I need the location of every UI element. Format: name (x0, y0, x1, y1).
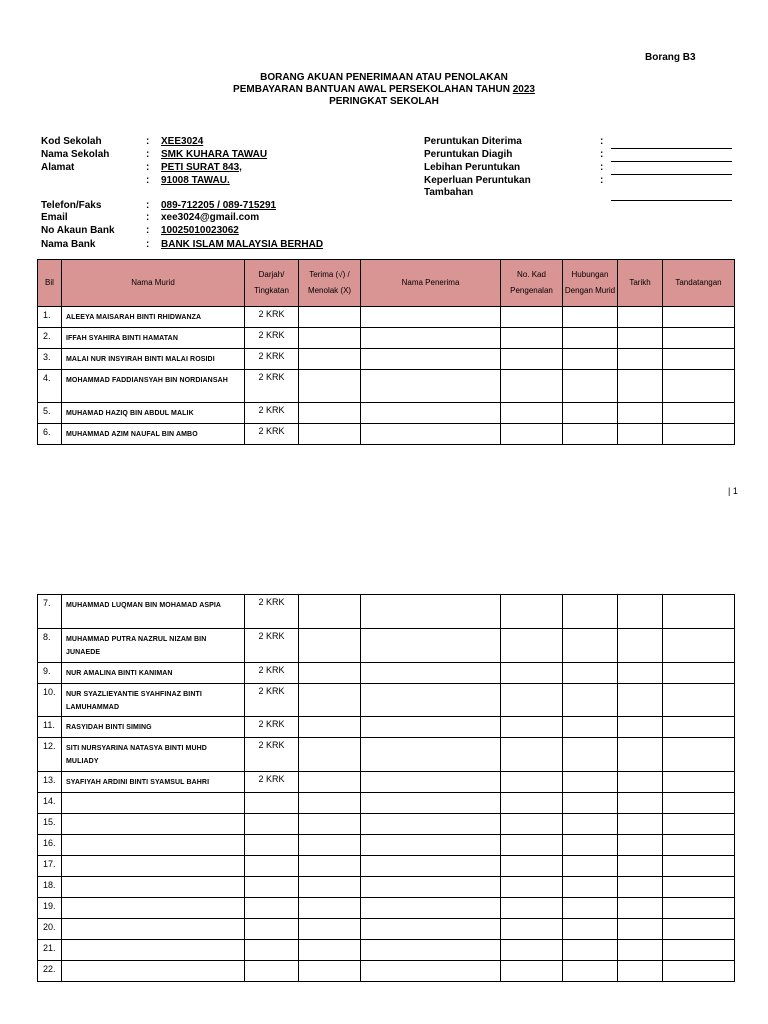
row-darjah: 2 KRK (245, 738, 299, 772)
row-terima-cell[interactable] (299, 919, 361, 940)
row-terima-cell[interactable] (299, 856, 361, 877)
row-nama-murid: SITI NURSYARINA NATASYA BINTI MUHD MULIADY (62, 738, 245, 772)
peruntukan-diagih-line[interactable] (611, 161, 732, 162)
title-line-1: BORANG AKUAN PENERIMAAN ATAU PENOLAKAN (260, 72, 508, 83)
row-nama-murid (62, 856, 245, 877)
row-darjah: 2 KRK (245, 684, 299, 717)
table-row (38, 328, 735, 349)
row-tarikh-cell[interactable] (618, 424, 663, 445)
header-tarikh: Tarikh (618, 260, 663, 307)
row-no-kad-cell[interactable] (501, 595, 563, 629)
row-hubungan-cell[interactable] (563, 663, 618, 684)
row-hubungan-cell[interactable] (563, 595, 618, 629)
table-row (38, 403, 735, 424)
row-terima-cell[interactable] (299, 595, 361, 629)
row-tandatangan-cell[interactable] (663, 856, 735, 877)
form-code: Borang B3 (645, 52, 696, 63)
table-row (38, 663, 735, 684)
row-bil: 15. (38, 814, 62, 835)
table-row (38, 898, 735, 919)
row-nama-murid (62, 940, 245, 961)
row-bil: 14. (38, 793, 62, 814)
row-tarikh-cell[interactable] (618, 738, 663, 772)
row-tarikh-cell[interactable] (618, 940, 663, 961)
row-hubungan-cell[interactable] (563, 772, 618, 793)
no-akaun-label: No Akaun Bank (41, 225, 115, 236)
row-bil: 16. (38, 835, 62, 856)
row-tarikh-cell[interactable] (618, 370, 663, 403)
table-row (38, 835, 735, 856)
row-nama-murid: MUHAMMAD LUQMAN BIN MOHAMAD ASPIA (62, 595, 245, 629)
table-row (38, 738, 735, 772)
email-value: xee3024@gmail.com (161, 212, 260, 223)
row-hubungan-cell[interactable] (563, 961, 618, 982)
row-nama-penerima-cell[interactable] (361, 403, 501, 424)
row-terima-cell[interactable] (299, 663, 361, 684)
row-hubungan-cell[interactable] (563, 328, 618, 349)
row-tandatangan-cell[interactable] (663, 328, 735, 349)
row-tarikh-cell[interactable] (618, 595, 663, 629)
row-no-kad-cell[interactable] (501, 961, 563, 982)
row-tandatangan-cell[interactable] (663, 961, 735, 982)
row-tarikh-cell[interactable] (618, 328, 663, 349)
row-hubungan-cell[interactable] (563, 919, 618, 940)
row-hubungan-cell[interactable] (563, 349, 618, 370)
row-darjah (245, 877, 299, 898)
row-tarikh-cell[interactable] (618, 349, 663, 370)
nama-bank-value: BANK ISLAM MALAYSIA BERHAD (161, 239, 324, 250)
alamat-value-2: 91008 TAWAU. (161, 175, 230, 186)
row-terima-cell[interactable] (299, 307, 361, 328)
keperluan-peruntukan-line[interactable] (611, 200, 732, 201)
form-title (0, 72, 768, 108)
nama-sekolah-value: SMK KUHARA TAWAU (161, 149, 268, 160)
colon: : (146, 212, 150, 223)
row-terima-cell[interactable] (299, 424, 361, 445)
header-darjah: Darjah/ Tingkatan (245, 260, 299, 307)
table-row (38, 793, 735, 814)
row-tarikh-cell[interactable] (618, 793, 663, 814)
row-terima-cell[interactable] (299, 403, 361, 424)
row-darjah (245, 856, 299, 877)
colon: : (146, 225, 150, 236)
email-label: Email (41, 212, 68, 223)
table-row (38, 349, 735, 370)
table-row (38, 370, 735, 403)
row-hubungan-cell[interactable] (563, 877, 618, 898)
row-tarikh-cell[interactable] (618, 919, 663, 940)
row-darjah: 2 KRK (245, 349, 299, 370)
row-nama-penerima-cell[interactable] (361, 370, 501, 403)
header-nama-penerima: Nama Penerima (361, 260, 501, 307)
row-nama-murid: NUR AMALINA BINTI KANIMAN (62, 663, 245, 684)
row-tarikh-cell[interactable] (618, 403, 663, 424)
row-terima-cell[interactable] (299, 835, 361, 856)
row-no-kad-cell[interactable] (501, 370, 563, 403)
telefon-label: Telefon/Faks (41, 200, 102, 211)
row-tandatangan-cell[interactable] (663, 940, 735, 961)
row-bil: 13. (38, 772, 62, 793)
row-nama-murid: RASYIDAH BINTI SIMING (62, 717, 245, 738)
row-bil: 2. (38, 328, 62, 349)
row-bil: 7. (38, 595, 62, 629)
lebihan-peruntukan-label: Lebihan Peruntukan (424, 162, 521, 173)
row-nama-murid (62, 835, 245, 856)
row-bil: 21. (38, 940, 62, 961)
row-tandatangan-cell[interactable] (663, 307, 735, 328)
row-tandatangan-cell[interactable] (663, 772, 735, 793)
table-row (38, 940, 735, 961)
row-nama-murid: MUHAMMAD AZIM NAUFAL BIN AMBO (62, 424, 245, 445)
row-tandatangan-cell[interactable] (663, 835, 735, 856)
row-hubungan-cell[interactable] (563, 629, 618, 663)
row-hubungan-cell[interactable] (563, 307, 618, 328)
row-nama-murid: MUHAMAD HAZIQ BIN ABDUL MALIK (62, 403, 245, 424)
row-hubungan-cell[interactable] (563, 940, 618, 961)
row-darjah: 2 KRK (245, 663, 299, 684)
row-darjah: 2 KRK (245, 328, 299, 349)
row-nama-penerima-cell[interactable] (361, 349, 501, 370)
row-nama-murid (62, 793, 245, 814)
row-nama-murid: MUHAMMAD PUTRA NAZRUL NIZAM BIN JUNAEDE (62, 629, 245, 663)
title-year: 2023 (512, 84, 535, 95)
row-no-kad-cell[interactable] (501, 629, 563, 663)
row-hubungan-cell[interactable] (563, 793, 618, 814)
row-tandatangan-cell[interactable] (663, 898, 735, 919)
row-nama-murid (62, 814, 245, 835)
row-tandatangan-cell[interactable] (663, 370, 735, 403)
table-row (38, 961, 735, 982)
row-nama-penerima-cell[interactable] (361, 814, 501, 835)
row-bil: 10. (38, 684, 62, 717)
row-no-kad-cell[interactable] (501, 424, 563, 445)
row-no-kad-cell[interactable] (501, 403, 563, 424)
row-tandatangan-cell[interactable] (663, 738, 735, 772)
row-nama-murid: ALEEYA MAISARAH BINTI RHIDWANZA (62, 307, 245, 328)
row-hubungan-cell[interactable] (563, 684, 618, 717)
row-darjah (245, 919, 299, 940)
row-no-kad-cell[interactable] (501, 772, 563, 793)
row-bil: 22. (38, 961, 62, 982)
row-tarikh-cell[interactable] (618, 772, 663, 793)
row-nama-penerima-cell[interactable] (361, 856, 501, 877)
row-no-kad-cell[interactable] (501, 663, 563, 684)
row-tandatangan-cell[interactable] (663, 877, 735, 898)
row-nama-penerima-cell[interactable] (361, 772, 501, 793)
table-row (38, 424, 735, 445)
row-no-kad-cell[interactable] (501, 793, 563, 814)
row-terima-cell[interactable] (299, 793, 361, 814)
kod-sekolah-label: Kod Sekolah (41, 136, 102, 147)
row-darjah (245, 814, 299, 835)
student-table-page-1 (37, 259, 735, 445)
colon: : (600, 136, 604, 147)
row-tandatangan-cell[interactable] (663, 629, 735, 663)
colon: : (146, 239, 150, 250)
header-terima: Terima (√) / Menolak (X) (299, 260, 361, 307)
row-terima-cell[interactable] (299, 328, 361, 349)
table-row (38, 772, 735, 793)
colon: : (146, 162, 150, 173)
row-nama-murid: MOHAMMAD FADDIANSYAH BIN NORDIANSAH (62, 370, 245, 403)
title-line-2 (0, 84, 768, 96)
colon: : (600, 149, 604, 160)
row-tarikh-cell[interactable] (618, 856, 663, 877)
row-darjah: 2 KRK (245, 370, 299, 403)
row-nama-penerima-cell[interactable] (361, 961, 501, 982)
row-bil: 3. (38, 349, 62, 370)
row-nama-penerima-cell[interactable] (361, 307, 501, 328)
row-tarikh-cell[interactable] (618, 835, 663, 856)
row-bil: 17. (38, 856, 62, 877)
row-tarikh-cell[interactable] (618, 877, 663, 898)
row-nama-penerima-cell[interactable] (361, 835, 501, 856)
colon: : (146, 175, 150, 186)
colon: : (146, 136, 150, 147)
row-nama-murid: MALAI NUR INSYIRAH BINTI MALAI ROSIDI (62, 349, 245, 370)
row-darjah: 2 KRK (245, 717, 299, 738)
table-row (38, 919, 735, 940)
row-nama-penerima-cell[interactable] (361, 877, 501, 898)
table-row (38, 684, 735, 717)
row-nama-murid (62, 961, 245, 982)
lebihan-peruntukan-line[interactable] (611, 174, 732, 175)
row-tandatangan-cell[interactable] (663, 663, 735, 684)
row-no-kad-cell[interactable] (501, 856, 563, 877)
row-tarikh-cell[interactable] (618, 684, 663, 717)
row-no-kad-cell[interactable] (501, 877, 563, 898)
colon: : (600, 175, 604, 186)
row-nama-penerima-cell[interactable] (361, 424, 501, 445)
row-nama-penerima-cell[interactable] (361, 717, 501, 738)
row-terima-cell[interactable] (299, 684, 361, 717)
nama-bank-label: Nama Bank (41, 239, 96, 250)
row-nama-penerima-cell[interactable] (361, 919, 501, 940)
row-bil: 6. (38, 424, 62, 445)
row-bil: 12. (38, 738, 62, 772)
row-darjah: 2 KRK (245, 595, 299, 629)
row-tandatangan-cell[interactable] (663, 919, 735, 940)
row-tarikh-cell[interactable] (618, 898, 663, 919)
row-tandatangan-cell[interactable] (663, 814, 735, 835)
row-no-kad-cell[interactable] (501, 349, 563, 370)
row-tandatangan-cell[interactable] (663, 595, 735, 629)
row-hubungan-cell[interactable] (563, 898, 618, 919)
row-hubungan-cell[interactable] (563, 370, 618, 403)
table-row (38, 717, 735, 738)
row-bil: 4. (38, 370, 62, 403)
row-tarikh-cell[interactable] (618, 629, 663, 663)
row-bil: 20. (38, 919, 62, 940)
row-tandatangan-cell[interactable] (663, 684, 735, 717)
row-terima-cell[interactable] (299, 370, 361, 403)
table-row (38, 814, 735, 835)
kod-sekolah-value: XEE3024 (161, 136, 204, 147)
row-terima-cell[interactable] (299, 738, 361, 772)
row-bil: 18. (38, 877, 62, 898)
row-darjah: 2 KRK (245, 424, 299, 445)
row-tandatangan-cell[interactable] (663, 424, 735, 445)
colon: : (146, 149, 150, 160)
row-terima-cell[interactable] (299, 772, 361, 793)
row-hubungan-cell[interactable] (563, 717, 618, 738)
row-bil: 19. (38, 898, 62, 919)
row-nama-penerima-cell[interactable] (361, 793, 501, 814)
row-no-kad-cell[interactable] (501, 814, 563, 835)
row-darjah: 2 KRK (245, 772, 299, 793)
row-no-kad-cell[interactable] (501, 919, 563, 940)
row-terima-cell[interactable] (299, 349, 361, 370)
row-no-kad-cell[interactable] (501, 898, 563, 919)
title-line-3: PERINGKAT SEKOLAH (329, 96, 439, 107)
row-nama-penerima-cell[interactable] (361, 328, 501, 349)
row-no-kad-cell[interactable] (501, 835, 563, 856)
row-darjah (245, 940, 299, 961)
title-line-2-text: PEMBAYARAN BANTUAN AWAL PERSEKOLAHAN TAHUN (233, 84, 513, 95)
row-tarikh-cell[interactable] (618, 307, 663, 328)
alamat-value-1: PETI SURAT 843, (161, 162, 242, 173)
row-nama-penerima-cell[interactable] (361, 738, 501, 772)
colon: : (146, 200, 150, 211)
row-nama-penerima-cell[interactable] (361, 595, 501, 629)
row-no-kad-cell[interactable] (501, 307, 563, 328)
peruntukan-diterima-line[interactable] (611, 148, 732, 149)
row-nama-murid (62, 898, 245, 919)
row-bil: 8. (38, 629, 62, 663)
row-nama-penerima-cell[interactable] (361, 663, 501, 684)
row-nama-murid (62, 877, 245, 898)
row-tandatangan-cell[interactable] (663, 717, 735, 738)
row-nama-penerima-cell[interactable] (361, 940, 501, 961)
peruntukan-diterima-label: Peruntukan Diterima (424, 136, 522, 147)
row-bil: 11. (38, 717, 62, 738)
row-bil: 1. (38, 307, 62, 328)
row-darjah: 2 KRK (245, 629, 299, 663)
nama-sekolah-label: Nama Sekolah (41, 149, 110, 160)
row-terima-cell[interactable] (299, 717, 361, 738)
table-row (38, 595, 735, 629)
row-hubungan-cell[interactable] (563, 738, 618, 772)
row-nama-penerima-cell[interactable] (361, 898, 501, 919)
row-darjah (245, 793, 299, 814)
row-terima-cell[interactable] (299, 629, 361, 663)
row-nama-murid: SYAFIYAH ARDINI BINTI SYAMSUL BAHRI (62, 772, 245, 793)
row-terima-cell[interactable] (299, 898, 361, 919)
row-darjah (245, 835, 299, 856)
row-hubungan-cell[interactable] (563, 424, 618, 445)
row-tarikh-cell[interactable] (618, 663, 663, 684)
row-darjah (245, 961, 299, 982)
row-bil: 5. (38, 403, 62, 424)
row-darjah (245, 898, 299, 919)
header-hubungan: Hubungan Dengan Murid (563, 260, 618, 307)
row-tandatangan-cell[interactable] (663, 793, 735, 814)
table-row (38, 629, 735, 663)
table-header-row (38, 260, 735, 307)
row-no-kad-cell[interactable] (501, 717, 563, 738)
row-nama-penerima-cell[interactable] (361, 684, 501, 717)
row-hubungan-cell[interactable] (563, 403, 618, 424)
row-hubungan-cell[interactable] (563, 814, 618, 835)
header-tandatangan: Tandatangan (663, 260, 735, 307)
page-number: | 1 (728, 486, 738, 496)
row-no-kad-cell[interactable] (501, 940, 563, 961)
row-tandatangan-cell[interactable] (663, 349, 735, 370)
colon: : (600, 162, 604, 173)
peruntukan-diagih-label: Peruntukan Diagih (424, 149, 513, 160)
row-no-kad-cell[interactable] (501, 328, 563, 349)
row-terima-cell[interactable] (299, 814, 361, 835)
row-no-kad-cell[interactable] (501, 684, 563, 717)
keperluan-peruntukan-label: Keperluan Peruntukan Tambahan (424, 175, 531, 198)
row-hubungan-cell[interactable] (563, 856, 618, 877)
row-tandatangan-cell[interactable] (663, 403, 735, 424)
row-bil: 9. (38, 663, 62, 684)
alamat-label: Alamat (41, 162, 75, 173)
row-no-kad-cell[interactable] (501, 738, 563, 772)
row-tarikh-cell[interactable] (618, 814, 663, 835)
row-darjah: 2 KRK (245, 403, 299, 424)
row-tarikh-cell[interactable] (618, 961, 663, 982)
row-nama-murid (62, 919, 245, 940)
table-row (38, 307, 735, 328)
row-darjah: 2 KRK (245, 307, 299, 328)
header-no-kad: No. Kad Pengenalan (501, 260, 563, 307)
telefon-value: 089-712205 / 089-715291 (161, 200, 277, 211)
header-nama-murid: Nama Murid (62, 260, 245, 307)
student-table-page-2 (37, 594, 735, 982)
row-hubungan-cell[interactable] (563, 835, 618, 856)
row-terima-cell[interactable] (299, 940, 361, 961)
row-nama-murid: NUR SYAZLIEYANTIE SYAHFINAZ BINTI LAMUHAMMAD (62, 684, 245, 717)
header-bil: Bil (38, 260, 62, 307)
row-tarikh-cell[interactable] (618, 717, 663, 738)
table-row (38, 877, 735, 898)
row-nama-penerima-cell[interactable] (361, 629, 501, 663)
table-row (38, 856, 735, 877)
no-akaun-value: 10025010023062 (161, 225, 239, 236)
row-terima-cell[interactable] (299, 877, 361, 898)
row-nama-murid: IFFAH SYAHIRA BINTI HAMATAN (62, 328, 245, 349)
row-terima-cell[interactable] (299, 961, 361, 982)
